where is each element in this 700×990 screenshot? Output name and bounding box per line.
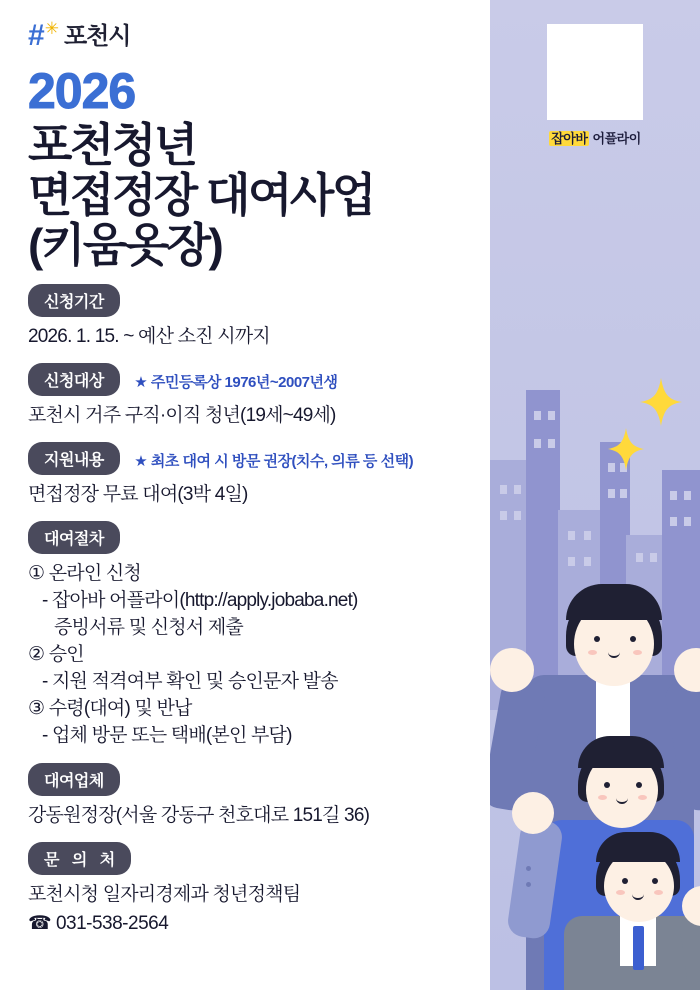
title-line-1: 포천청년 [28, 119, 196, 171]
procedure-step: - 잡아바 어플라이(http://apply.jobaba.net) [42, 590, 358, 611]
phone-icon: ☎ [28, 913, 52, 934]
illustration-panel [490, 0, 700, 990]
procedure-step: 증빙서류 및 신청서 제출 [54, 617, 243, 638]
section-application-period [28, 284, 482, 349]
section-body: 포천시 거주 구직·이직 청년(19세~49세) [28, 405, 336, 426]
logo-star-icon: ✳ [44, 19, 59, 38]
title-line-2: 면접정장 대여사업 [28, 169, 374, 221]
character-illustration [490, 520, 700, 990]
contact-phone-line [28, 911, 482, 937]
section-note: ★ 주민등록상 1976년~2007년생 [134, 374, 338, 392]
title-line-3: (키움옷장) [28, 219, 222, 271]
procedure-step: ① 온라인 신청 [28, 563, 141, 584]
section-tag: 신청대상 [28, 363, 120, 396]
procedure-step: - 업체 방문 또는 택배(본인 부담) [42, 725, 292, 746]
city-logo [28, 19, 482, 56]
poster-year: 2026 [28, 63, 136, 119]
section-body: 2026. 1. 15. ~ 예산 소진 시까지 [28, 326, 270, 347]
page-title [28, 120, 482, 270]
logo-hash-icon: # [28, 19, 45, 52]
section-contact [28, 842, 482, 937]
section-support-details [28, 442, 482, 507]
section-body: 면접정장 무료 대여(3박 4일) [28, 484, 248, 505]
qr-label-rest: 어플라이 [589, 131, 641, 146]
contact-phone-number: 031-538-2564 [55, 913, 169, 934]
section-tag: 대여업체 [28, 763, 120, 796]
section-tag: 대여절차 [28, 521, 120, 554]
qr-label [541, 128, 649, 147]
section-tag: 신청기간 [28, 284, 120, 317]
procedure-step: - 지원 적격여부 확인 및 승인문자 발송 [42, 671, 338, 692]
section-procedure [28, 521, 482, 749]
procedure-steps [28, 560, 482, 749]
qr-label-highlight: 잡아바 [551, 131, 588, 146]
qr-code-image[interactable] [547, 24, 643, 120]
qr-block [541, 24, 649, 147]
section-note: ★ 최초 대여 시 방문 권장(치수, 의류 등 선택) [134, 453, 414, 471]
section-body: 강동원정장(서울 강동구 천호대로 151길 36) [28, 805, 370, 826]
section-body: 포천시청 일자리경제과 청년정책팀 [28, 884, 301, 905]
logo-city-name: 포천시 [63, 23, 131, 50]
section-eligibility [28, 363, 482, 428]
section-tag: 문 의 처 [28, 842, 131, 875]
section-tag: 지원내용 [28, 442, 120, 475]
procedure-step: ② 승인 [28, 644, 84, 665]
procedure-step: ③ 수령(대여) 및 반납 [28, 698, 192, 719]
section-vendor [28, 763, 482, 828]
